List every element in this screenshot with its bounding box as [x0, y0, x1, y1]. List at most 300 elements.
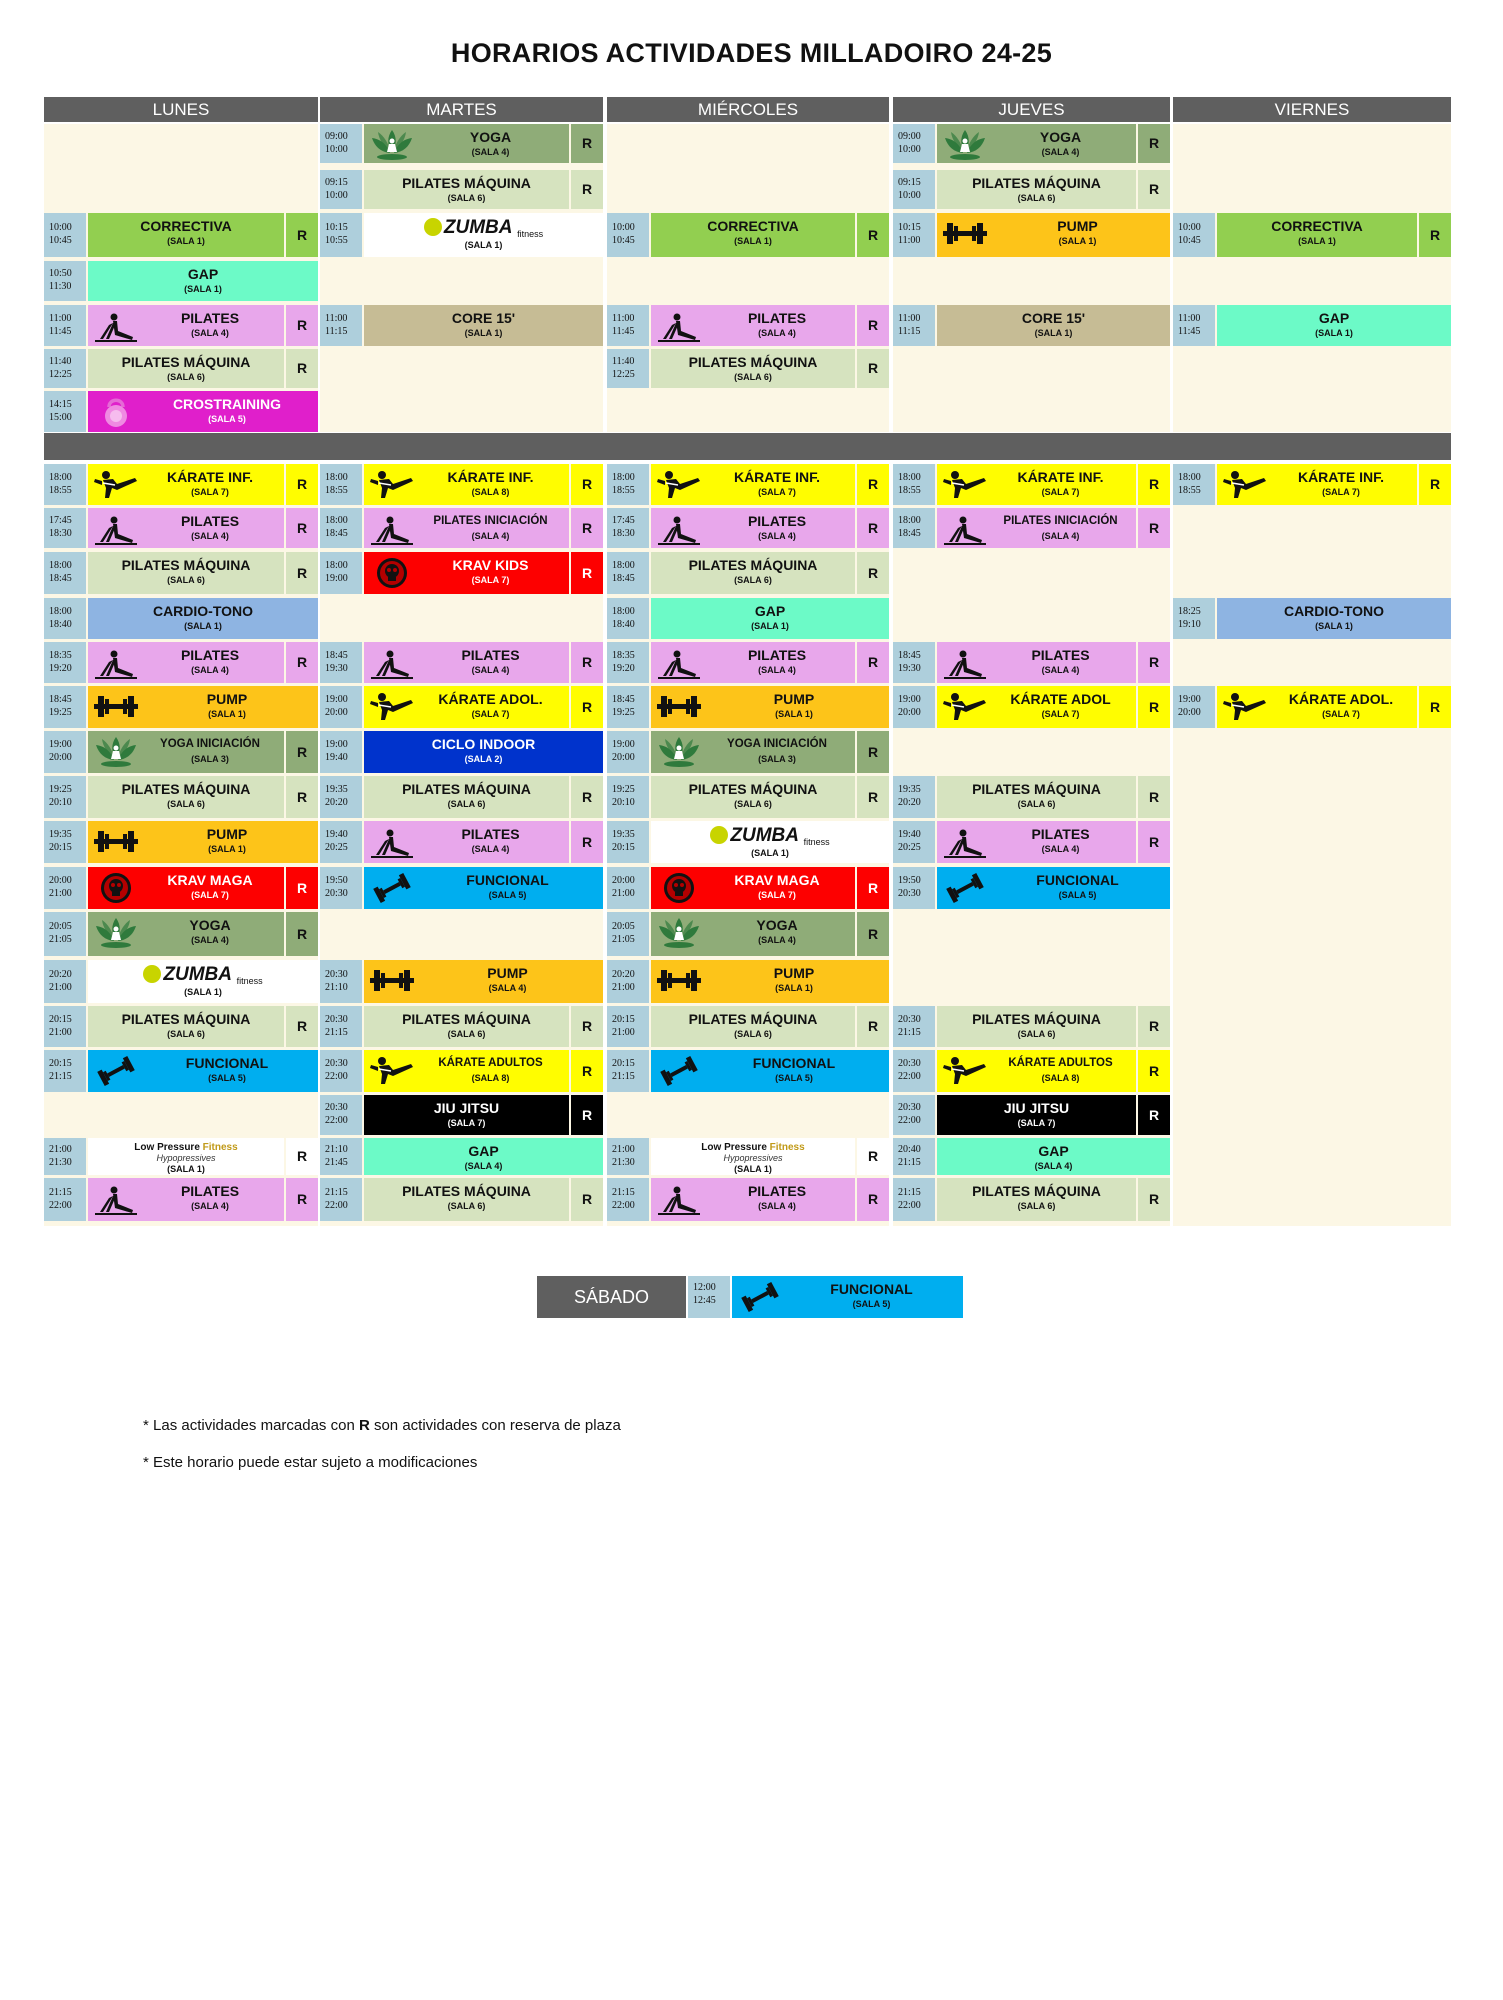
reserve-badge: R [571, 508, 603, 548]
class-time: 19:50 20:30 [320, 867, 362, 909]
class-activity [651, 598, 889, 639]
class-cell[interactable] [1173, 464, 1451, 505]
class-cell[interactable] [320, 552, 603, 594]
reserve-badge: R [1419, 213, 1451, 257]
class-cell[interactable] [607, 642, 889, 683]
class-activity [937, 776, 1136, 818]
zumba-dot-icon [710, 826, 728, 844]
class-activity [88, 867, 284, 909]
class-name: PUMP [206, 691, 248, 707]
class-name: KÁRATE INF. [166, 469, 254, 485]
class-time: 10:50 11:30 [44, 261, 86, 301]
class-room: (SALA 5) [208, 414, 246, 424]
barbell-icon [656, 690, 702, 724]
hypopressives-text: Hypopressives [156, 1153, 216, 1163]
class-activity [88, 1006, 284, 1047]
class-room: (SALA 4) [191, 531, 229, 541]
class-time: 10:15 11:00 [893, 213, 935, 257]
class-name: YOGA [756, 917, 798, 933]
class-room: (SALA 6) [447, 1029, 486, 1039]
class-cell[interactable] [44, 464, 318, 505]
zumba-dot-icon [143, 965, 161, 983]
class-name: PILATES MÁQUINA [121, 354, 251, 370]
class-activity [88, 508, 284, 548]
reserve-badge: R [857, 1178, 889, 1221]
class-time: 20:05 21:05 [44, 912, 86, 956]
class-name: CROSTRAINING [172, 396, 282, 412]
reserve-badge: R [286, 1138, 318, 1175]
reserve-badge: R [1138, 508, 1170, 548]
class-cell[interactable] [607, 731, 889, 773]
class-cell[interactable] [607, 960, 889, 1003]
reserve-badge: R [857, 1006, 889, 1047]
lotus-icon [93, 735, 139, 769]
class-activity [364, 508, 569, 548]
class-cell[interactable] [893, 642, 1170, 683]
class-cell[interactable] [44, 776, 318, 818]
reserve-badge: R [571, 821, 603, 863]
class-room: (SALA 2) [464, 754, 503, 764]
class-cell[interactable] [320, 464, 603, 505]
class-room: (SALA 1) [184, 284, 222, 294]
zumba-logo: ZUMBA $_{fitness}$ [88, 964, 318, 992]
class-time: 21:10 21:45 [320, 1138, 362, 1175]
reserve-badge: R [1419, 686, 1451, 728]
class-cell[interactable] [893, 213, 1170, 257]
class-name: PILATES MÁQUINA [121, 1011, 251, 1027]
class-room: (SALA 1) [167, 1164, 205, 1174]
class-cell[interactable] [607, 821, 889, 863]
day-header-3: JUEVES [893, 97, 1170, 122]
class-time: 09:15 10:00 [893, 170, 935, 209]
reserve-badge: R [1138, 1006, 1170, 1047]
class-cell[interactable] [44, 1006, 318, 1047]
karate-kick-icon [942, 1054, 988, 1088]
class-name: YOGA INICIACIÓN [160, 738, 260, 750]
reserve-badge: R [1138, 1095, 1170, 1135]
class-cell[interactable] [1173, 213, 1451, 257]
class-activity [364, 124, 569, 163]
class-cell[interactable] [320, 731, 603, 773]
class-time: 11:00 11:45 [44, 305, 86, 346]
class-activity [364, 464, 569, 505]
class-cell[interactable] [893, 1095, 1170, 1135]
class-room: (SALA 6) [447, 799, 486, 809]
class-time: 20:00 21:00 [44, 867, 86, 909]
class-cell[interactable] [44, 552, 318, 594]
class-time: 20:30 22:00 [893, 1095, 935, 1135]
kettlebell-icon [93, 395, 139, 429]
pilates-pose-icon [942, 646, 988, 680]
class-time: 19:00 20:00 [607, 731, 649, 773]
class-time: 18:00 18:40 [607, 598, 649, 639]
class-room: (SALA 6) [167, 575, 205, 585]
class-cell[interactable] [893, 1138, 1170, 1175]
barbell-icon [369, 964, 415, 998]
class-cell[interactable] [893, 508, 1170, 548]
class-activity [651, 642, 855, 683]
class-cell[interactable] [44, 598, 318, 639]
class-room: (SALA 1) [167, 236, 205, 246]
reserve-badge: R [1419, 464, 1451, 505]
class-cell[interactable] [893, 821, 1170, 863]
class-cell[interactable] [607, 464, 889, 505]
class-room: (SALA 6) [1017, 1201, 1056, 1211]
class-room: (SALA 7) [758, 890, 796, 900]
class-name: PILATES MÁQUINA [402, 781, 531, 797]
class-activity [1217, 213, 1417, 257]
reserve-badge: R [286, 1006, 318, 1047]
class-room: (SALA 8) [1041, 1073, 1080, 1083]
reserve-badge: R [857, 213, 889, 257]
class-cell[interactable] [607, 305, 889, 346]
class-activity [1217, 464, 1417, 505]
class-cell[interactable] [320, 960, 603, 1003]
class-room: (SALA 4) [191, 665, 229, 675]
class-name: JIU JITSU [433, 1100, 500, 1116]
class-name: PUMP [1057, 218, 1098, 234]
pilates-pose-icon [93, 512, 139, 546]
class-activity [88, 349, 284, 388]
class-cell[interactable] [1173, 598, 1451, 639]
reserve-badge: R [1138, 124, 1170, 163]
class-activity [937, 1095, 1136, 1135]
class-activity [88, 642, 284, 683]
class-activity [1217, 598, 1451, 639]
class-time: 12:00 12:45 [688, 1276, 730, 1318]
class-time: 18:00 18:40 [44, 598, 86, 639]
class-cell[interactable] [320, 508, 603, 548]
class-cell[interactable] [44, 1138, 318, 1175]
class-time: 19:35 20:20 [893, 776, 935, 818]
reserve-badge: R [1138, 642, 1170, 683]
class-time: 20:15 21:15 [607, 1050, 649, 1092]
class-activity [364, 686, 569, 728]
class-cell[interactable] [893, 1178, 1170, 1221]
class-room: (SALA 6) [167, 799, 205, 809]
class-time: 09:00 10:00 [893, 124, 935, 163]
class-time: 09:00 10:00 [320, 124, 362, 163]
class-room: (SALA 5) [775, 1073, 813, 1083]
class-cell[interactable] [607, 1138, 889, 1175]
lotus-icon [369, 128, 415, 162]
class-room: (SALA 4) [1034, 1161, 1073, 1171]
class-cell[interactable] [320, 1095, 603, 1135]
class-time: 11:00 11:45 [607, 305, 649, 346]
barbell-icon [93, 690, 139, 724]
lotus-icon [656, 735, 702, 769]
class-time: 18:00 18:45 [44, 552, 86, 594]
class-time: 19:35 20:15 [44, 821, 86, 863]
class-cell[interactable] [1173, 686, 1451, 728]
class-time: 17:45 18:30 [44, 508, 86, 548]
class-cell[interactable] [607, 686, 889, 728]
reserve-badge: R [286, 731, 318, 773]
reserve-badge: R [571, 1095, 603, 1135]
class-name: KÁRATE ADULTOS [1008, 1057, 1113, 1069]
class-cell[interactable] [44, 686, 318, 728]
class-cell[interactable] [44, 213, 318, 257]
class-cell[interactable] [607, 1050, 889, 1092]
class-name: PILATES MÁQUINA [121, 557, 251, 573]
class-time: 20:15 21:00 [44, 1006, 86, 1047]
reserve-badge: R [857, 305, 889, 346]
pilates-pose-icon [656, 512, 702, 546]
class-cell[interactable] [607, 867, 889, 909]
class-name: PILATES INICIACIÓN [1003, 515, 1118, 527]
lotus-icon [93, 916, 139, 950]
class-activity [651, 1178, 855, 1221]
class-room: (SALA 1) [775, 709, 813, 719]
class-cell[interactable] [893, 170, 1170, 209]
barbell-icon [656, 964, 702, 998]
class-cell[interactable] [607, 349, 889, 388]
class-cell[interactable] [607, 776, 889, 818]
class-name: KÁRATE ADOL. [438, 691, 543, 707]
class-cell[interactable] [320, 1138, 603, 1175]
class-name: GAP [187, 266, 219, 282]
karate-kick-icon [369, 690, 415, 724]
class-time: 18:00 18:45 [607, 552, 649, 594]
class-activity [651, 867, 855, 909]
class-time: 11:40 12:25 [44, 349, 86, 388]
class-room: (SALA 7) [471, 575, 510, 585]
class-cell[interactable] [320, 124, 603, 163]
class-room: (SALA 6) [167, 1029, 205, 1039]
class-activity [651, 305, 855, 346]
pilates-pose-icon [656, 1182, 702, 1216]
class-time: 21:15 22:00 [320, 1178, 362, 1221]
class-time: 19:00 19:40 [320, 731, 362, 773]
day-header-4: VIERNES [1173, 97, 1451, 122]
class-cell[interactable] [44, 867, 318, 909]
class-name: PILATES INICIACIÓN [433, 515, 548, 527]
reserve-badge: R [571, 552, 603, 594]
class-cell[interactable] [607, 1006, 889, 1047]
class-name: PILATES MÁQUINA [972, 1011, 1101, 1027]
reserve-badge: R [286, 508, 318, 548]
class-name: PILATES MÁQUINA [121, 781, 251, 797]
class-activity [651, 349, 855, 388]
class-cell[interactable] [44, 1178, 318, 1221]
class-time: 09:15 10:00 [320, 170, 362, 209]
class-activity [88, 960, 318, 1003]
class-cell[interactable] [44, 912, 318, 956]
zumba-logo: ZUMBA $_{fitness}$ [364, 217, 603, 245]
class-cell[interactable] [607, 1178, 889, 1221]
class-room: (SALA 1) [184, 987, 222, 997]
class-name: KÁRATE INF. [1297, 469, 1385, 485]
class-name: CARDIO-TONO [1283, 603, 1385, 619]
class-activity [88, 391, 318, 432]
class-activity [88, 213, 284, 257]
class-room: (SALA 6) [167, 372, 205, 382]
class-room: (SALA 7) [471, 709, 510, 719]
class-activity [88, 598, 318, 639]
class-name: FUNCIONAL [466, 872, 549, 888]
class-cell[interactable] [893, 1050, 1170, 1092]
class-room: (SALA 4) [1041, 147, 1080, 157]
class-cell[interactable] [44, 731, 318, 773]
class-cell[interactable] [320, 776, 603, 818]
class-cell[interactable] [320, 821, 603, 863]
class-cell[interactable] [607, 912, 889, 956]
class-room: (SALA 4) [191, 935, 229, 945]
class-cell[interactable] [893, 686, 1170, 728]
class-time: 10:15 10:55 [320, 213, 362, 257]
class-room: (SALA 5) [1058, 890, 1097, 900]
class-activity [651, 912, 855, 956]
reserve-badge: R [857, 508, 889, 548]
barbell-icon [942, 217, 988, 251]
class-room: (SALA 3) [758, 754, 796, 764]
class-name: PILATES [461, 826, 520, 842]
class-name: PILATES [747, 513, 807, 529]
reserve-badge: R [571, 464, 603, 505]
class-cell[interactable] [320, 305, 603, 346]
class-cell[interactable] [607, 213, 889, 257]
class-cell[interactable] [44, 349, 318, 388]
reserve-badge: R [286, 1178, 318, 1221]
dumbbell-icon [656, 1054, 702, 1088]
class-time: 20:15 21:15 [44, 1050, 86, 1092]
class-cell-sabado-funcional[interactable] [688, 1276, 963, 1318]
class-time: 19:35 20:20 [320, 776, 362, 818]
class-activity [364, 170, 569, 209]
class-cell[interactable] [320, 1178, 603, 1221]
class-name: PILATES [180, 1183, 240, 1199]
class-activity [88, 731, 284, 773]
class-time: 19:00 20:00 [44, 731, 86, 773]
class-cell[interactable] [320, 213, 603, 257]
class-cell[interactable] [44, 821, 318, 863]
class-cell[interactable] [320, 867, 603, 909]
class-activity [88, 912, 284, 956]
class-cell[interactable] [893, 1006, 1170, 1047]
class-time: 19:50 20:30 [893, 867, 935, 909]
class-cell[interactable] [893, 776, 1170, 818]
class-cell[interactable] [607, 552, 889, 594]
class-cell[interactable] [320, 170, 603, 209]
low-pressure-fitness-logo: Low Pressure Fitness [701, 1142, 805, 1153]
pilates-pose-icon [93, 1182, 139, 1216]
class-cell[interactable] [320, 686, 603, 728]
class-cell[interactable] [893, 305, 1170, 346]
class-activity [937, 642, 1136, 683]
class-name: CORRECTIVA [140, 218, 232, 234]
class-room: (SALA 1) [734, 236, 772, 246]
class-room: (SALA 6) [447, 1201, 486, 1211]
class-time: 11:00 11:45 [1173, 305, 1215, 346]
class-name: PILATES MÁQUINA [402, 175, 531, 191]
class-room: (SALA 1) [751, 848, 789, 858]
class-cell[interactable] [607, 508, 889, 548]
class-room: (SALA 1) [1034, 328, 1073, 338]
class-time: 18:00 18:45 [320, 508, 362, 548]
class-activity [1217, 686, 1417, 728]
afternoon-divider-band [44, 433, 1451, 460]
class-cell[interactable] [320, 1006, 603, 1047]
class-cell[interactable] [893, 867, 1170, 909]
class-name: KRAV KIDS [452, 557, 529, 573]
class-cell[interactable] [44, 960, 318, 1003]
class-cell[interactable] [44, 391, 318, 432]
class-room: (SALA 6) [734, 372, 772, 382]
class-cell[interactable] [1173, 305, 1451, 346]
reserve-badge: R [857, 349, 889, 388]
class-activity [937, 686, 1136, 728]
class-name: PUMP [773, 965, 815, 981]
zumba-dot-icon [424, 218, 442, 236]
class-activity [651, 1006, 855, 1047]
reserve-badge: R [571, 686, 603, 728]
class-cell[interactable] [44, 508, 318, 548]
reserve-badge: R [1138, 821, 1170, 863]
class-name: PILATES MÁQUINA [688, 781, 818, 797]
karate-kick-icon [942, 690, 988, 724]
class-activity [364, 1178, 569, 1221]
reserve-badge: R [571, 170, 603, 209]
class-cell[interactable] [607, 598, 889, 639]
class-cell[interactable] [893, 464, 1170, 505]
class-room: (SALA 4) [758, 1201, 796, 1211]
class-activity [364, 776, 569, 818]
class-name: KRAV MAGA [734, 872, 820, 888]
class-activity [651, 1138, 855, 1175]
class-room: (SALA 7) [1017, 1118, 1056, 1128]
class-name: PUMP [487, 965, 528, 981]
class-room: (SALA 7) [1041, 709, 1080, 719]
class-cell[interactable] [320, 1050, 603, 1092]
class-name: KÁRATE INF. [447, 469, 534, 485]
class-name: KÁRATE INF. [1017, 469, 1104, 485]
class-cell[interactable] [44, 1050, 318, 1092]
class-room: (SALA 4) [471, 844, 510, 854]
class-activity [937, 1138, 1170, 1175]
class-activity [651, 508, 855, 548]
class-name: GAP [1318, 310, 1350, 326]
karate-kick-icon [656, 468, 702, 502]
class-time: 18:00 18:55 [44, 464, 86, 505]
class-time: 21:15 22:00 [893, 1178, 935, 1221]
krav-maga-skull-icon [93, 871, 139, 905]
class-time: 19:00 20:00 [1173, 686, 1215, 728]
class-room: (SALA 4) [471, 147, 510, 157]
class-name: YOGA INICIACIÓN [727, 738, 827, 750]
class-name: KRAV MAGA [167, 872, 253, 888]
karate-kick-icon [369, 468, 415, 502]
reserve-badge: R [571, 642, 603, 683]
class-cell[interactable] [44, 642, 318, 683]
class-name: PILATES MÁQUINA [972, 781, 1101, 797]
karate-kick-icon [1222, 690, 1268, 724]
class-cell[interactable] [44, 305, 318, 346]
class-time: 18:25 19:10 [1173, 598, 1215, 639]
class-name: KÁRATE ADOL [1010, 691, 1111, 707]
class-activity [364, 731, 603, 773]
class-name: KÁRATE ADOL. [1288, 691, 1394, 707]
class-time: 20:20 21:00 [607, 960, 649, 1003]
class-activity [88, 305, 284, 346]
class-time: 21:15 22:00 [607, 1178, 649, 1221]
class-room: (SALA 6) [734, 799, 772, 809]
class-cell[interactable] [893, 124, 1170, 163]
class-room: (SALA 7) [191, 487, 229, 497]
class-cell[interactable] [44, 261, 318, 301]
class-cell[interactable] [320, 642, 603, 683]
class-activity [364, 1095, 569, 1135]
reserve-badge: R [286, 305, 318, 346]
